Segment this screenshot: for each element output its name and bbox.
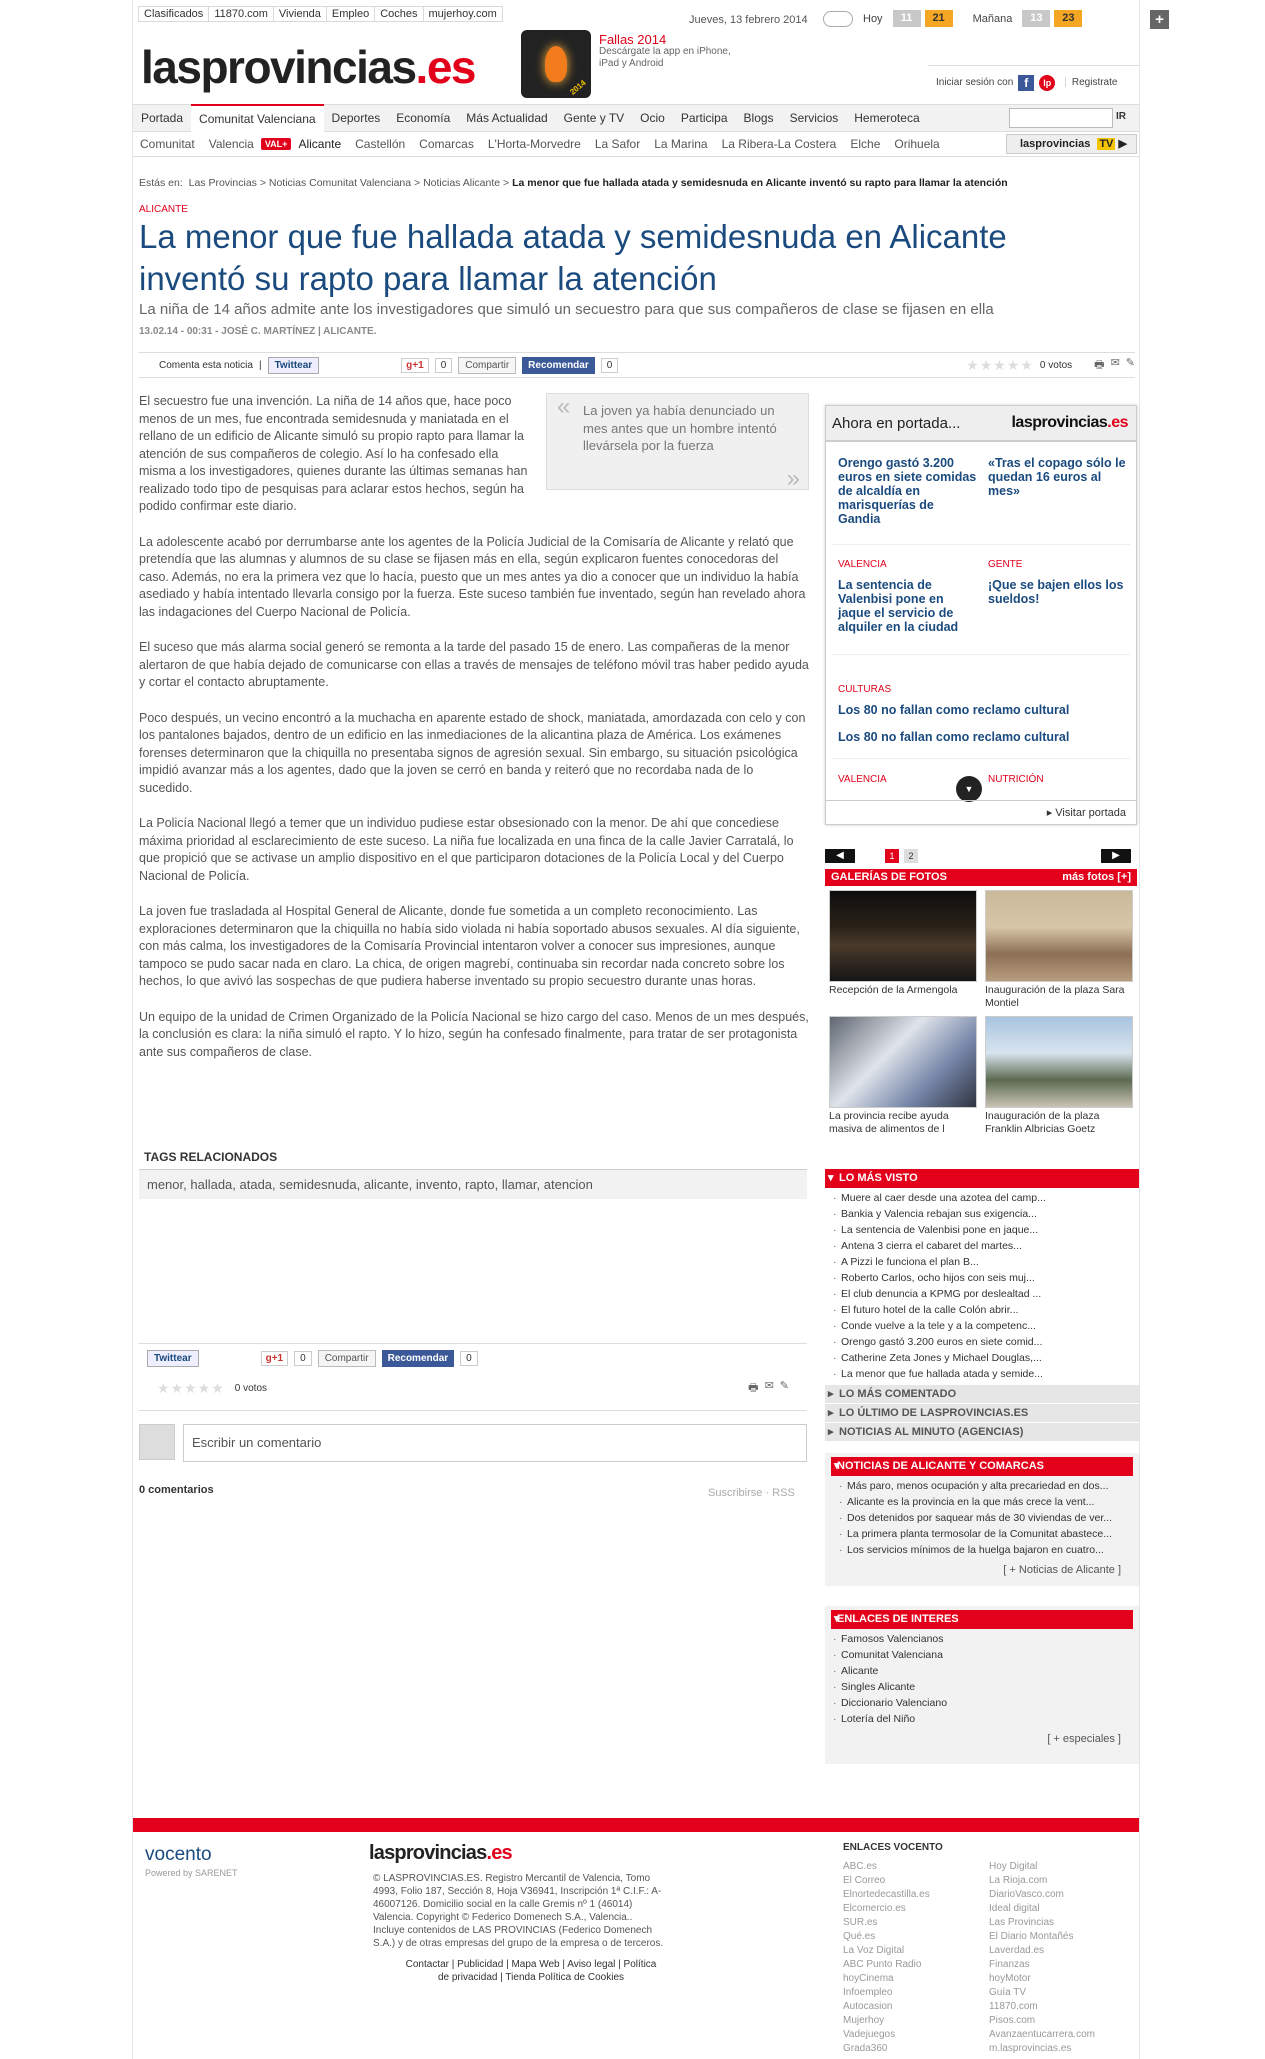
votes-count: 0 votos xyxy=(1039,359,1073,371)
alicante-news-title-label: NOTICIAS DE ALICANTE Y COMARCAS xyxy=(837,1460,1044,1472)
article-byline: 13.02.14 - 00:31 - JOSÉ C. MARTÍNEZ | ALICANTE. xyxy=(139,326,377,337)
recommend-count: 0 xyxy=(460,1351,478,1366)
most-commented-tab[interactable]: ▸ LO MÁS COMENTADO xyxy=(825,1384,1139,1403)
article-subtitle: La niña de 14 años admite ante los investigadores que simuló un secuestro para que sus compañeros de clase se fijasen en ella xyxy=(139,301,994,318)
breadcrumb-current: La menor que fue hallada atada y semidesnuda en Alicante inventó su rapto para llamar la atención xyxy=(512,177,1008,189)
paragraph: Poco después, un vecino encontró a la muchacha en aparente estado de shock, maniatada, amordazada con celo y con los pantalones bajados, dentro de un edificio en las inmediaciones de la alicantina plaza de América. Los exámenes forenses determinaron que la chiquilla no presentaba signos de agresión sexual. Sin embargo, su situación psicológica impidió avanzar más a los agentes, dado que la joven se cerró en banda y reiteró que no recordaba nada de lo sucedido. xyxy=(139,710,806,795)
tomorrow-min-temp: 13 xyxy=(1022,10,1050,27)
gallery-photo[interactable] xyxy=(985,890,1133,982)
front-headline[interactable]: La sentencia de Valenbisi pone en jaque el servicio de alquiler en la ciudad xyxy=(838,578,959,634)
flame-icon xyxy=(545,46,567,82)
footer-link[interactable]: Ideal digital xyxy=(989,1903,1040,1914)
list-item[interactable]: · Famosos Valencianos xyxy=(841,1631,1123,1647)
list-item[interactable]: · Diccionario Valenciano xyxy=(841,1695,1123,1711)
subnav-item[interactable]: Elche xyxy=(850,137,881,151)
footer-link[interactable]: m.lasprovincias.es xyxy=(989,2043,1072,2054)
gplus-count: 0 xyxy=(294,1351,312,1366)
front-category[interactable]: CULTURAS xyxy=(838,684,892,695)
gallery-thumbs xyxy=(825,890,1137,1136)
footer-link[interactable]: La Voz Digital xyxy=(843,1945,905,1956)
gallery-page[interactable]: 1 xyxy=(885,849,899,863)
footer-link[interactable]: La Rioja.com xyxy=(989,1875,1048,1886)
breadcrumb: Estás en: Las Provincias > Noticias Comunitat Valenciana > Noticias Alicante > La menor que fue hallada atada y semidesnuda en Alicante inventó su rapto para llamar la atención xyxy=(139,177,1008,189)
list-item[interactable]: · Más paro, menos ocupación y alta precariedad en dos... xyxy=(847,1478,1123,1494)
more-specials-link[interactable]: [ + especiales ] xyxy=(1047,1733,1121,1745)
list-item[interactable]: · Roberto Carlos, ocho hijos con seis muj... xyxy=(841,1270,1129,1286)
top-bar xyxy=(133,0,1164,30)
today-min-temp: 11 xyxy=(893,10,921,27)
list-item[interactable]: · Los servicios mínimos de la huelga bajaron en cuatro... xyxy=(847,1542,1123,1558)
list-item[interactable]: · Bankia y Valencia rebajan sus exigencia... xyxy=(841,1206,1129,1222)
front-headline[interactable]: ¡Que se bajen ellos los sueldos! xyxy=(988,578,1124,606)
nav-item[interactable]: Participa xyxy=(680,111,728,125)
nav-item[interactable]: Servicios xyxy=(789,111,839,125)
list-item[interactable]: · La menor que fue hallada atada y semide... xyxy=(841,1366,1129,1382)
edit-icon[interactable]: ✎ xyxy=(1125,356,1135,369)
footer-link[interactable]: Vadejuegos xyxy=(843,2029,896,2040)
front-category[interactable]: GENTE xyxy=(988,559,1023,570)
footer-link[interactable]: Finanzas xyxy=(989,1959,1030,1970)
footer-logo-main: lasprovincias xyxy=(369,1842,487,1864)
fallas-promo[interactable] xyxy=(599,34,749,70)
widget-logo-main: lasprovincias xyxy=(1011,414,1108,431)
list-item[interactable]: · La sentencia de Valenbisi pone en jaque... xyxy=(841,1222,1129,1238)
votes-count: 0 votos xyxy=(234,1383,268,1394)
list-item[interactable]: · Muere al caer desde una azotea del camp... xyxy=(841,1190,1129,1206)
fallas-app-icon[interactable] xyxy=(521,30,591,98)
top-link[interactable]: Empleo xyxy=(327,7,375,21)
site-logo[interactable] xyxy=(141,40,475,94)
nav-item[interactable]: Hemeroteca xyxy=(854,111,920,125)
list-item[interactable]: · Orengo gastó 3.200 euros en siete comid... xyxy=(841,1334,1129,1350)
today-label: Hoy xyxy=(863,12,883,25)
paragraph: Un equipo de la unidad de Crimen Organizado de la Policía Nacional se hizo cargo del caso. Menos de un mes después, la conclusión es clara: la niña simuló el rapto. Y lo hizo, según ha confesado finalmente, para tratar de ser protagonista ante sus compañeros de clase. xyxy=(139,1009,809,1059)
footer-link[interactable]: Laverdad.es xyxy=(989,1945,1045,1956)
article-title: La menor que fue hallada atada y semidesnuda en Alicante inventó su rapto para llamar la atención xyxy=(139,218,1007,297)
nav-item[interactable]: Blogs xyxy=(743,111,774,125)
front-headline[interactable]: Los 80 no fallan como reclamo cultural xyxy=(838,703,1070,717)
alicante-news-box xyxy=(825,1453,1139,1586)
gplus-count: 0 xyxy=(435,358,453,373)
front-headline[interactable]: Los 80 no fallan como reclamo cultural xyxy=(838,730,1070,744)
nav-item-active[interactable]: Comunitat Valenciana xyxy=(191,104,324,132)
tomorrow-label: Mañana xyxy=(972,12,1013,25)
photo-gallery xyxy=(825,846,1137,1136)
footer-link[interactable]: El Diario Montañés xyxy=(989,1931,1074,1942)
register-link[interactable]: Registrate xyxy=(1071,77,1118,88)
subnav-item[interactable]: Comunitat xyxy=(140,137,195,151)
footer-link[interactable]: Las Provincias xyxy=(989,1917,1055,1928)
article-body xyxy=(139,393,809,1079)
top-link[interactable]: mujerhoy.com xyxy=(428,8,497,20)
quote-close-icon: » xyxy=(786,464,800,492)
tags-title: TAGS RELACIONADOS xyxy=(139,1150,807,1170)
gallery-item[interactable] xyxy=(829,890,979,1010)
breadcrumb-item[interactable]: Las Provincias xyxy=(188,177,257,189)
links-list xyxy=(831,1629,1133,1729)
lasprovincias-login-icon[interactable]: lp xyxy=(1039,75,1055,91)
vocento-links-col1 xyxy=(843,1860,930,2056)
nav-item[interactable]: Economía xyxy=(396,111,451,125)
footer-link[interactable]: Hoy Digital xyxy=(989,1861,1038,1872)
promo-title: Fallas 2014 xyxy=(599,32,667,47)
page xyxy=(132,0,1164,2059)
subnav-item[interactable]: Castellón xyxy=(355,137,406,151)
top-links xyxy=(138,6,503,22)
top-link[interactable]: Coches xyxy=(375,7,423,21)
logo-tld: .es xyxy=(415,41,475,93)
paragraph: El suceso que más alarma social generó se remonta a la tarde del pasado 15 de enero. Las compañeras de la menor alertaron de que había dejado de comunicarse con ellas a través de mensajes de teléfono móvil tras haber pedido ayuda y cortar el contacto abruptamente. xyxy=(139,640,809,689)
nav-item[interactable]: Gente y TV xyxy=(563,111,625,125)
breadcrumb-item[interactable]: Noticias Alicante xyxy=(423,177,501,189)
search-button[interactable]: IR xyxy=(1116,111,1126,122)
val-badge[interactable]: VAL+ xyxy=(261,138,292,150)
alicante-news-list xyxy=(831,1476,1133,1560)
widget-logo-tld: .es xyxy=(1107,414,1128,431)
gplus-button[interactable]: g+1 xyxy=(401,358,429,373)
footer-link[interactable]: hoyCinema xyxy=(843,1973,894,1984)
comments-count: 0 comentarios xyxy=(139,1484,214,1496)
list-item[interactable]: · Alicante xyxy=(841,1663,1123,1679)
share-button[interactable]: Compartir xyxy=(458,357,516,374)
gallery-caption[interactable]: La provincia recibe ayuda masiva de alimentos de l xyxy=(829,1110,949,1135)
email-icon[interactable]: ✉ xyxy=(764,1380,774,1392)
visit-front-label: Visitar portada xyxy=(1055,807,1126,819)
gallery-item[interactable] xyxy=(985,890,1135,1010)
subnav-item[interactable]: La Safor xyxy=(594,137,641,151)
login-area: Iniciar sesión con f lp | Registrate xyxy=(928,65,1140,99)
gallery-caption[interactable]: Recepción de la Armengola xyxy=(829,984,958,996)
share-bar: Comenta esta noticia | Twittear g+1 0 Compartir Recomendar 0 ★★★★★ 0 votos 🖶 ✉ ✎ xyxy=(139,352,1135,378)
pull-quote-text: La joven ya había denunciado un mes antes que un hombre intentó llevársela por la fuerza xyxy=(583,403,777,453)
footer-link[interactable]: Avanzaentucarrera.com xyxy=(989,2029,1095,2040)
footer-link[interactable]: Mujerhoy xyxy=(843,2015,885,2026)
latest-tab[interactable]: ▸ LO ÚLTIMO DE LASPROVINCIAS.ES xyxy=(825,1403,1139,1422)
front-headline[interactable]: «Tras el copago sólo le quedan 16 euros al mes» xyxy=(988,456,1126,498)
rating-stars[interactable]: ★★★★★ xyxy=(966,356,1034,373)
search-input[interactable] xyxy=(1009,108,1113,128)
visit-front-link[interactable]: ▸ Visitar portada xyxy=(826,800,1136,824)
footer-link[interactable]: Qué.es xyxy=(843,1931,876,1942)
app-year: 2014 xyxy=(568,78,588,97)
footer-link[interactable]: Grada360 xyxy=(843,2043,888,2054)
footer-divider xyxy=(133,1818,1139,1832)
paragraph: La adolescente acabó por derrumbarse ante los agentes de la Policía Judicial de la Comisaría de Alicante y relató que pretendía que las alumnas y alumnos de su clase se fijasen más en ella, según explicaron fuentes conocedoras del caso. Además, no era la primera vez que lo hacía, puesto que un mes antes ya dio a conocer que un individuo la había asediado y había intentado llevarla consigo por la fuerza. Este suceso también fue inventado, según han revelado ahora las indagaciones del Cuerpo Nacional de Policía. xyxy=(139,534,806,619)
list-item[interactable]: · Singles Alicante xyxy=(841,1679,1123,1695)
gallery-item[interactable] xyxy=(829,1016,979,1136)
list-item[interactable]: · Lotería del Niño xyxy=(841,1711,1123,1727)
quote-open-icon: « xyxy=(557,393,571,420)
footer-link[interactable]: Infoempleo xyxy=(843,1987,893,1998)
article-tools xyxy=(748,1379,789,1398)
tags-list[interactable]: menor, hallada, atada, semidesnuda, alicante, invento, rapto, llamar, atencion xyxy=(139,1170,807,1199)
vocento-links-title: ENLACES VOCENTO xyxy=(843,1842,943,1853)
twitter-button[interactable]: Twittear xyxy=(147,1350,199,1367)
top-link[interactable]: 11870.com xyxy=(209,7,274,21)
expand-weather-button[interactable]: + xyxy=(1150,10,1169,29)
pull-quote xyxy=(546,393,809,490)
vocento-links-col2 xyxy=(989,1860,1095,2056)
front-category[interactable]: VALENCIA xyxy=(838,559,887,570)
article-tools xyxy=(1094,356,1135,375)
gallery-prev-arrow-icon[interactable]: ◀ xyxy=(825,849,855,863)
breadcrumb-prefix: Estás en: xyxy=(139,177,183,189)
gallery-photo[interactable] xyxy=(829,890,977,982)
subnav-item[interactable]: Orihuela xyxy=(894,137,940,151)
list-item[interactable]: · El club denuncia a KPMG por deslealtad ... xyxy=(841,1286,1129,1302)
rating-stars[interactable]: ★★★★★ xyxy=(157,1380,225,1396)
list-item[interactable]: · La primera planta termosolar de la Comunitat abastece... xyxy=(847,1526,1123,1542)
sub-nav xyxy=(133,132,1139,157)
footer-link[interactable]: Elcomercio.es xyxy=(843,1903,906,1914)
gallery-photo[interactable] xyxy=(829,1016,977,1108)
list-item[interactable]: · El futuro hotel de la calle Colón abrir... xyxy=(841,1302,1129,1318)
gallery-header xyxy=(825,869,1137,886)
gallery-item[interactable] xyxy=(985,1016,1135,1136)
top-link[interactable]: Vivienda xyxy=(274,7,327,21)
more-alicante-link[interactable]: [ + Noticias de Alicante ] xyxy=(1003,1564,1121,1576)
footer-link[interactable]: Guía TV xyxy=(989,1987,1027,1998)
footer-link[interactable]: 11870.com xyxy=(989,2001,1038,2012)
widget-title: Ahora en portada... xyxy=(832,414,961,432)
today-max-temp: 21 xyxy=(925,10,953,27)
nav-item[interactable]: Deportes xyxy=(331,111,381,125)
most-viewed-box xyxy=(825,1169,1139,1441)
gallery-next-arrow-icon[interactable]: ▶ xyxy=(1101,849,1131,863)
current-date: Jueves, 13 febrero 2014 xyxy=(689,14,808,26)
footer-links[interactable]: Contactar | Publicidad | Mapa Web | Aviso legal | Política de privacidad | Tienda Política de Cookies xyxy=(405,1959,657,1983)
tomorrow-max-temp: 23 xyxy=(1054,10,1082,27)
gallery-caption[interactable]: Inauguración de la plaza Franklin Albricias Goetz xyxy=(985,1110,1100,1135)
list-item[interactable]: · A Pizzi le funciona el plan B... xyxy=(841,1254,1129,1270)
subnav-item[interactable]: La Ribera-La Costera xyxy=(721,137,837,151)
front-headline[interactable]: Orengo gastó 3.200 euros en siete comidas de alcaldía en marisquerías de Gandia xyxy=(838,456,977,526)
facebook-recommend-button[interactable]: Recomendar xyxy=(382,1350,455,1367)
nav-item[interactable]: Portada xyxy=(141,111,184,125)
print-icon[interactable]: 🖶 xyxy=(748,1382,759,1394)
related-tags xyxy=(139,1150,807,1199)
powered-by: Powered by SARENET xyxy=(145,1868,238,1878)
breadcrumb-item[interactable]: Noticias Comunitat Valenciana xyxy=(268,177,412,189)
list-item[interactable]: · Catherine Zeta Jones y Michael Douglas,... xyxy=(841,1350,1129,1366)
subnav-item[interactable]: L'Horta-Morvedre xyxy=(487,137,581,151)
comment-input[interactable]: Escribir un comentario xyxy=(183,1424,807,1462)
footer-link[interactable]: Elnortedecastilla.es xyxy=(843,1889,930,1900)
now-on-front-widget xyxy=(825,405,1137,825)
facebook-recommend-button[interactable]: Recomendar xyxy=(522,357,595,374)
tv-label: lasprovincias xyxy=(1020,138,1091,150)
share-button[interactable]: Compartir xyxy=(318,1350,376,1367)
gallery-pager xyxy=(825,846,1137,866)
recommend-count: 0 xyxy=(601,358,619,373)
alicante-news-title[interactable] xyxy=(831,1457,1133,1476)
edit-icon[interactable]: ✎ xyxy=(779,1380,789,1392)
subscribe-rss-link[interactable]: Suscribirse · RSS xyxy=(708,1487,795,1499)
footer-link[interactable]: Autocasion xyxy=(843,2001,893,2012)
links-title-label: ENLACES DE INTERES xyxy=(837,1613,959,1625)
list-item[interactable]: · Antena 3 cierra el cabaret del martes... xyxy=(841,1238,1129,1254)
list-item[interactable]: · Dos detenidos por saquear más de 30 viviendas de ver... xyxy=(847,1510,1123,1526)
gplus-button[interactable]: g+1 xyxy=(261,1351,289,1366)
footer-link[interactable]: El Correo xyxy=(843,1875,886,1886)
subnav-item[interactable]: La Marina xyxy=(654,137,708,151)
list-item[interactable]: · Conde vuelve a la tele y a la competenc... xyxy=(841,1318,1129,1334)
subnav-item-active[interactable]: Alicante xyxy=(298,137,342,151)
footer-link[interactable]: SUR.es xyxy=(843,1917,878,1928)
widget-logo xyxy=(1011,414,1128,432)
print-icon[interactable]: 🖶 xyxy=(1094,358,1105,371)
email-icon[interactable]: ✉ xyxy=(1110,356,1120,369)
logo-main: lasprovincias xyxy=(141,41,416,93)
footer-logo[interactable] xyxy=(369,1842,512,1865)
gallery-photo[interactable] xyxy=(985,1016,1133,1108)
most-viewed-title[interactable]: ▾ LO MÁS VISTO xyxy=(825,1169,1139,1188)
subnav-item[interactable]: Comarcas xyxy=(419,137,474,151)
facebook-icon[interactable]: f xyxy=(1018,75,1034,91)
avatar xyxy=(139,1424,175,1460)
cloud-icon xyxy=(823,11,853,27)
legal-text: © LASPROVINCIAS.ES. Registro Mercantil de Valencia, Tomo 4993, Folio 187, Sección 8, Hoja V36941, Inscripción 1ª C.I.F.: A-46007126. Domicilio social en la calle Gremis nº 1 (46014) Valencia. Copyright © Federico Domenech S.A., Valencia.. Incluye contenidos de LAS PROVINCIAS (Federico Domenech S.A.) y de otras empresas del grupo de la empresa o de terceros. xyxy=(373,1873,664,1949)
login-text: Iniciar sesión con xyxy=(936,77,1014,88)
list-item[interactable]: · Comunitat Valenciana xyxy=(841,1647,1123,1663)
comment-link[interactable]: Comenta esta noticia xyxy=(159,359,253,371)
section-label[interactable]: ALICANTE xyxy=(139,204,188,215)
twitter-button[interactable]: Twittear xyxy=(268,357,320,374)
subnav-item[interactable]: Valencia xyxy=(208,137,254,151)
list-item[interactable]: · Alicante es la provincia en la que más crece la vent... xyxy=(847,1494,1123,1510)
front-category[interactable]: NUTRICIÓN xyxy=(988,774,1044,785)
footer-link[interactable]: Pisos.com xyxy=(989,2015,1036,2026)
scroll-down-icon[interactable]: ▼ xyxy=(956,776,982,802)
footer-link[interactable]: ABC.es xyxy=(843,1861,877,1872)
lasprovincias-tv-button[interactable]: lasprovincias TV ▶ xyxy=(1006,134,1137,154)
gallery-caption[interactable]: Inauguración de la plaza Sara Montiel xyxy=(985,984,1125,1009)
vocento-logo[interactable]: vocento xyxy=(145,1844,212,1865)
promo-text: Descárgate la app en iPhone, iPad y Android xyxy=(599,46,731,69)
footer-link[interactable]: hoyMotor xyxy=(989,1973,1031,1984)
footer-link[interactable]: DiarioVasco.com xyxy=(989,1889,1064,1900)
paragraph: La joven fue trasladada al Hospital General de Alicante, donde fue sometida a un completo reconocimiento. Las exploraciones determinaron que la chiquilla no había sido violada ni había soportado abusos sexuales. Al día siguiente, con más calma, los investigadores de la Comisaría Provincial intentaron volver a conocer sus impresiones, aunque tampoco se pudo sacar nada en claro. La chica, de origen magrebí, continuaba sin recordar nada concreto sobre los hechos, lo que avivó las sospechas de que pudiera haberse inventado su propio secuestro durante unas horas. xyxy=(139,904,800,988)
tv-suffix: TV xyxy=(1099,138,1114,150)
links-title xyxy=(831,1610,1133,1629)
top-link[interactable]: Clasificados xyxy=(139,7,209,21)
front-category[interactable]: VALENCIA xyxy=(838,774,887,785)
footer-link[interactable]: ABC Punto Radio xyxy=(843,1959,922,1970)
nav-item[interactable]: Más Actualidad xyxy=(466,111,548,125)
nav-item[interactable]: Ocio xyxy=(640,111,665,125)
bottom-share-bar xyxy=(139,1343,807,1411)
footer xyxy=(133,1832,1139,2059)
footer-logo-tld: .es xyxy=(486,1842,512,1864)
weather-widget xyxy=(823,10,1082,27)
paragraph: El secuestro fue una invención. La niña de 14 años que, hace poco menos de un mes, fue encontrada semidesnuda y maniatada en el rellano de un edificio de Alicante simuló su propio rapto para llamar la atención de sus compañeros de colegio. Así lo ha confesado ella misma a los investigadores, quienes durante las últimas semanas han realizado todo tipo de pesquisas para aclarar estos hechos, según ha podido confirmar este diario. xyxy=(139,394,528,513)
news-minute-tab[interactable]: ▸ NOTICIAS AL MINUTO (AGENCIAS) xyxy=(825,1422,1139,1441)
gallery-title: GALERÍAS DE FOTOS xyxy=(831,871,947,883)
gallery-page[interactable]: 2 xyxy=(904,849,918,863)
more-photos-link[interactable]: más fotos [+] xyxy=(1062,871,1131,883)
main-nav xyxy=(133,104,1139,132)
links-of-interest-box xyxy=(825,1606,1139,1764)
paragraph: La Policía Nacional llegó a temer que un individuo pudiese estar obsesionado con la menor. De ahí que concediese máxima prioridad al esclarecimiento de este suceso. La niña fue localizada en una finca de la calle Javier Carratalá, lo que propició que se activase un amplio dispositivo en el que participaron dotaciones de la Policía Local y del Cuerpo Nacional de Policía. xyxy=(139,816,794,883)
widget-header xyxy=(826,406,1136,442)
comment-form xyxy=(139,1424,807,1466)
most-viewed-list xyxy=(825,1188,1139,1384)
